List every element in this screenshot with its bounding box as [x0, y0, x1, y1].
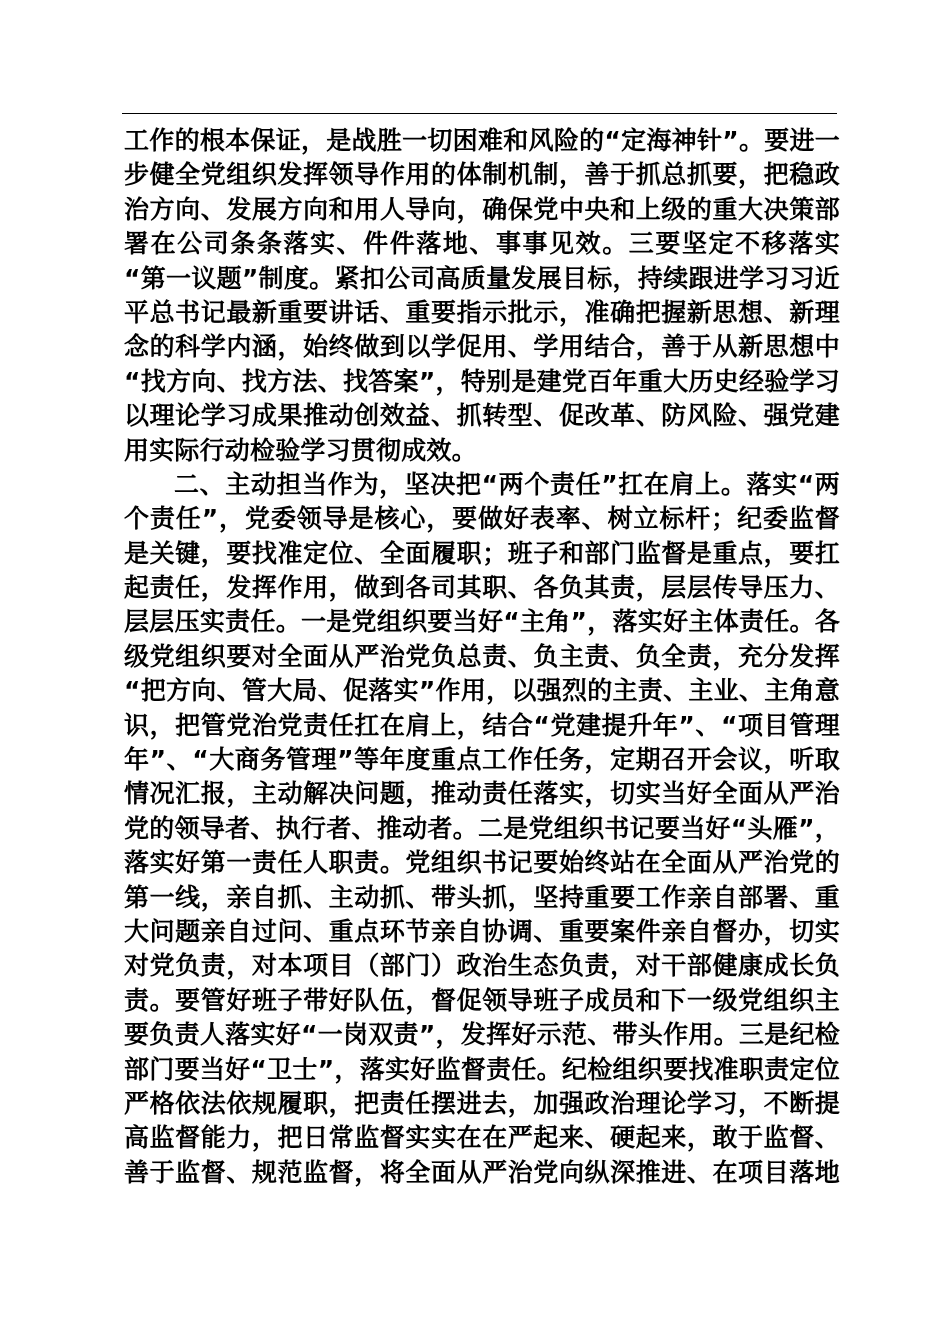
text-line: 年”、“大商务管理”等年度重点工作任务，定期召开会议，听取 [124, 745, 840, 775]
text-line: 对党负责，对本项目（部门）政治生态负责，对干部健康成长负 [124, 951, 840, 981]
paragraph-end-line: 用实际行动检验学习贯彻成效。 [124, 435, 477, 465]
text-line: 平总书记最新重要讲话、重要指示批示，准确把握新思想、新理 [124, 297, 840, 327]
text-line: “找方向、找方法、找答案”，特别是建党百年重大历史经验学习 [124, 366, 840, 396]
text-line: 级党组织要对全面从严治党负总责、负主责、负全责，充分发挥 [124, 641, 840, 671]
text-line: 第一线，亲自抓、主动抓、带头抓，坚持重要工作亲自部署、重 [124, 882, 840, 912]
text-line: 严格依法依规履职，把责任摆进去，加强政治理论学习，不断提 [124, 1088, 840, 1118]
text-line: 落实好第一责任人职责。党组织书记要始终站在全面从严治党的 [124, 848, 840, 878]
header-rule [122, 113, 837, 114]
paragraph-start-line: 二、主动担当作为，坚决把“两个责任”扛在肩上。落实“两 [174, 469, 840, 499]
text-line: 识，把管党治党责任扛在肩上，结合“党建提升年”、“项目管理 [124, 710, 840, 740]
text-line: “第一议题”制度。紧扣公司高质量发展目标，持续跟进学习习近 [124, 263, 840, 293]
text-line: “把方向、管大局、促落实”作用，以强烈的主责、主业、主角意 [124, 676, 840, 706]
text-line: 是关键，要找准定位、全面履职；班子和部门监督是重点，要扛 [124, 538, 840, 568]
text-line: 责。要管好班子带好队伍，督促领导班子成员和下一级党组织主 [124, 985, 840, 1015]
text-line: 大问题亲自过问、重点环节亲自协调、重要案件亲自督办，切实 [124, 916, 840, 946]
text-line: 个责任”，党委领导是核心，要做好表率、树立标杆；纪委监督 [124, 504, 840, 534]
text-line: 部门要当好“卫士”，落实好监督责任。纪检组织要找准职责定位 [124, 1054, 840, 1084]
text-line: 情况汇报，主动解决问题，推动责任落实，切实当好全面从严治 [124, 779, 840, 809]
text-line: 工作的根本保证，是战胜一切困难和风险的“定海神针”。要进一 [124, 126, 840, 155]
text-line: 党的领导者、执行者、推动者。二是党组织书记要当好“头雁”， [124, 813, 840, 843]
text-line: 层层压实责任。一是党组织要当好“主角”，落实好主体责任。各 [124, 607, 840, 637]
text-line: 署在公司条条落实、件件落地、事事见效。三要坚定不移落实 [124, 229, 840, 259]
body-text [124, 124, 840, 1190]
text-line: 步健全党组织发挥领导作用的体制机制，善于抓总抓要，把稳政 [124, 160, 840, 190]
text-line: 善于监督、规范监督，将全面从严治党向纵深推进、在项目落地 [124, 1157, 840, 1187]
text-line: 要负责人落实好“一岗双责”，发挥好示范、带头作用。三是纪检 [124, 1020, 840, 1050]
text-line: 以理论学习成果推动创效益、抓转型、促改革、防风险、强党建 [124, 401, 840, 431]
text-line: 起责任，发挥作用，做到各司其职、各负其责，层层传导压力、 [124, 573, 840, 603]
text-line: 治方向、发展方向和用人导向，确保党中央和上级的重大决策部 [124, 194, 840, 224]
text-line: 高监督能力，把日常监督实实在在严起来、硬起来，敢于监督、 [124, 1123, 840, 1153]
text-line: 念的科学内涵，始终做到以学促用、学用结合，善于从新思想中 [124, 332, 840, 362]
